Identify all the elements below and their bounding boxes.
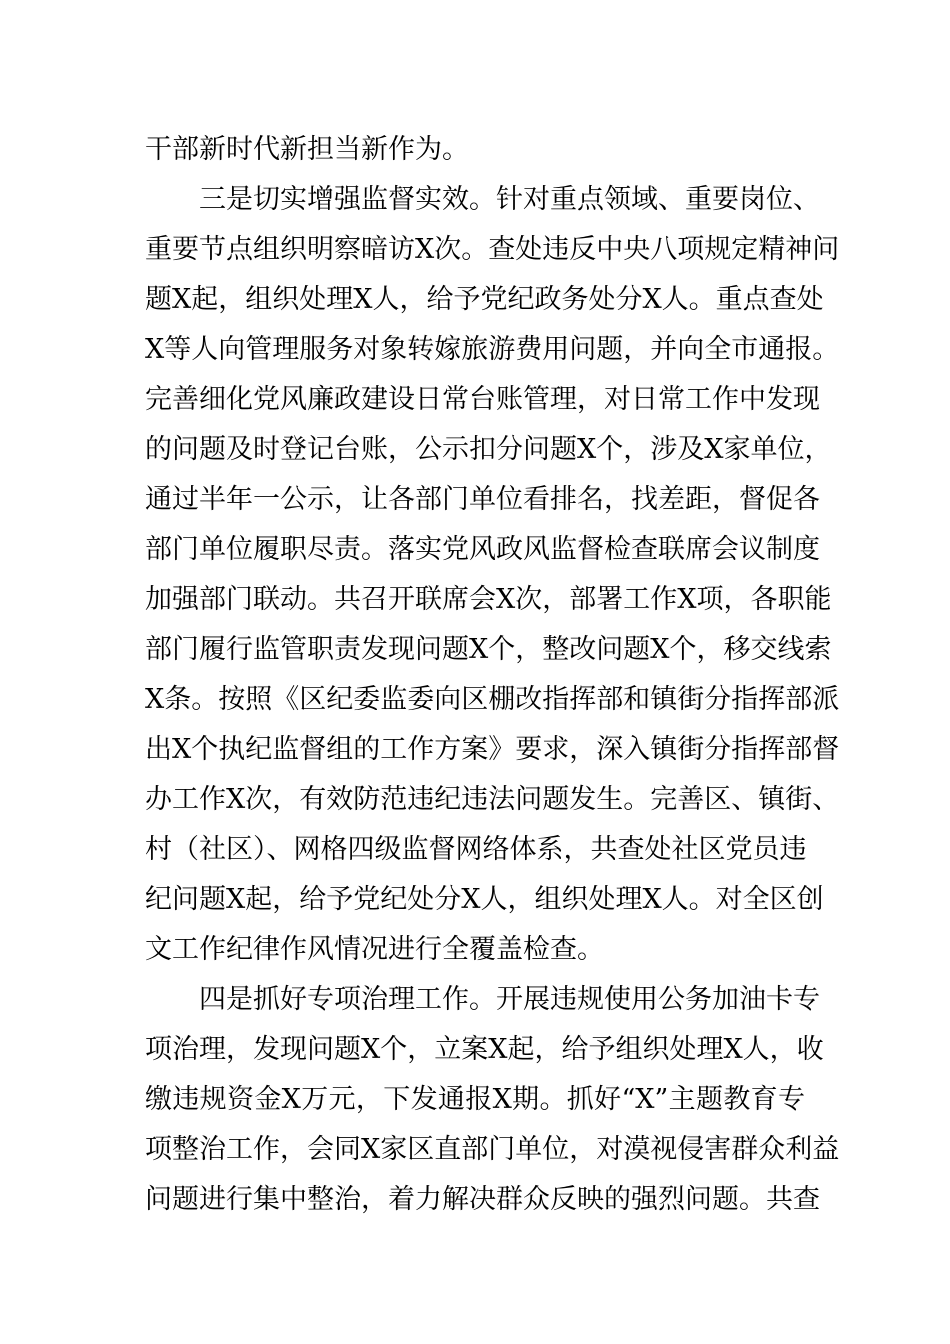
- text-line-9: 部门单位履职尽责。落实党风政风监督检查联席会议制度: [145, 534, 820, 565]
- text-line-5: X等人向管理服务对象转嫁旅游费用问题，并向全市通报。: [145, 334, 840, 365]
- text-line-4: 题X起，组织处理X人，给予党纪政务处分X人。重点查处: [145, 284, 824, 315]
- text-line-19: 项治理，发现问题X个，立案X起，给予组织处理X人，收: [145, 1034, 824, 1065]
- text-line-10: 加强部门联动。共召开联席会X次，部署工作X项，各职能: [145, 584, 832, 615]
- text-line-22: 问题进行集中整治，着力解决群众反映的强烈问题。共查: [145, 1184, 820, 1215]
- text-line-8: 通过半年一公示，让各部门单位看排名，找差距，督促各: [145, 484, 820, 515]
- text-line-12: X条。按照《区纪委监委向区棚改指挥部和镇街分指挥部派: [145, 684, 840, 715]
- text-line-3: 重要节点组织明察暗访X次。查处违反中央八项规定精神问: [145, 234, 840, 265]
- text-line-14: 办工作X次，有效防范违纪违法问题发生。完善区、镇街、: [145, 784, 840, 815]
- text-line-20: 缴违规资金X万元，下发通报X期。抓好“X”主题教育专: [145, 1084, 805, 1115]
- text-line-17: 文工作纪律作风情况进行全覆盖检查。: [145, 934, 604, 965]
- text-line-21: 项整治工作，会同X家区直部门单位，对漠视侵害群众利益: [145, 1134, 840, 1165]
- text-line-1: 干部新时代新担当新作为。: [145, 134, 469, 165]
- text-line-16: 纪问题X起，给予党纪处分X人，组织处理X人。对全区创: [145, 884, 824, 915]
- text-line-15: 村（社区）、网格四级监督网络体系，共查处社区党员违: [145, 834, 807, 865]
- paragraph-3-heading-line: 三是切实增强监督实效。针对重点领域、重要岗位、: [199, 184, 820, 215]
- text-line-6: 完善细化党风廉政建设日常台账管理，对日常工作中发现: [145, 384, 820, 415]
- text-line-13: 出X个执纪监督组的工作方案》要求，深入镇街分指挥部督: [145, 734, 840, 765]
- paragraph-4-heading-line: 四是抓好专项治理工作。开展违规使用公务加油卡专: [199, 984, 820, 1015]
- text-line-11: 部门履行监管职责发现问题X个，整改问题X个，移交线索: [145, 634, 832, 665]
- text-line-7: 的问题及时登记台账，公示扣分问题X个，涉及X家单位，: [145, 434, 832, 465]
